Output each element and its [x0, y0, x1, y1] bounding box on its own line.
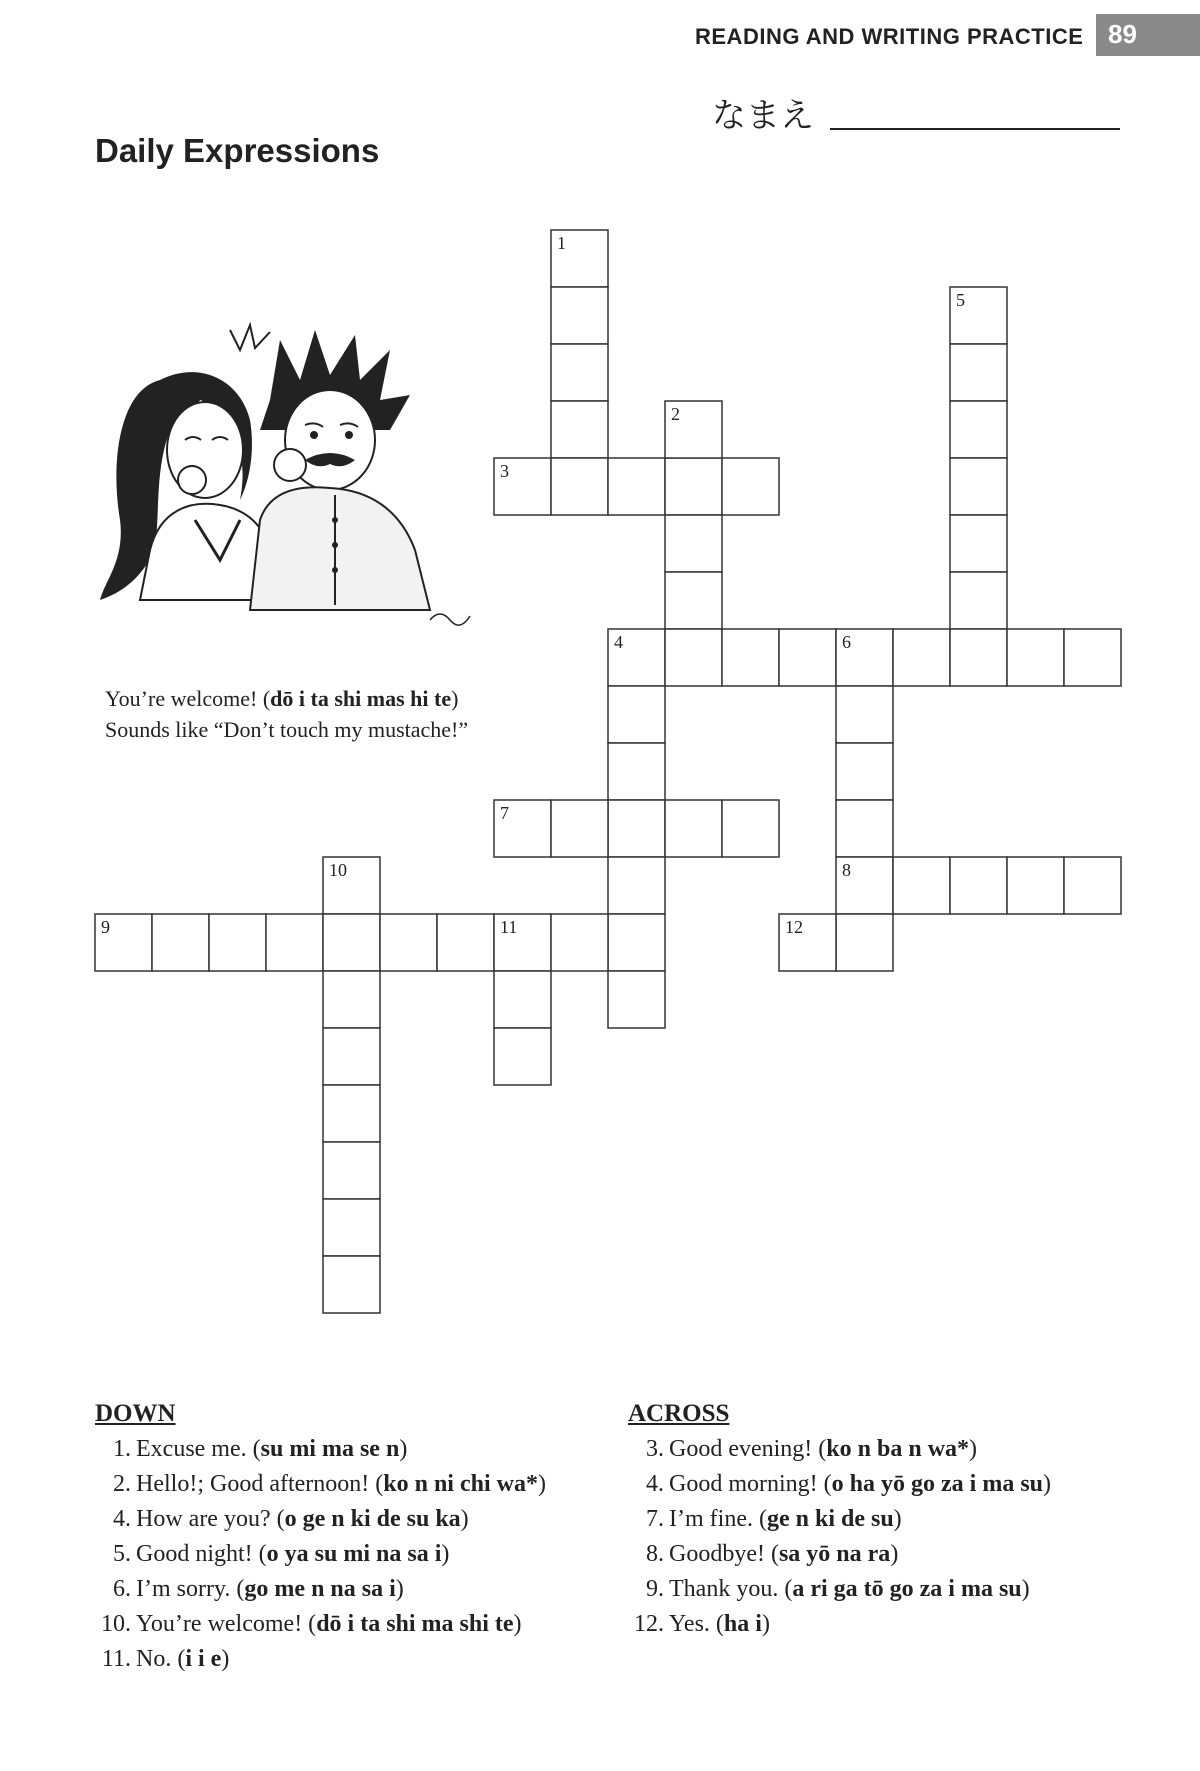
clue-romaji: o ge n ki de su ka	[284, 1506, 461, 1532]
across-clue: 3. Good evening! (ko n ba n wa*)	[628, 1432, 1051, 1467]
clue-number: 10.	[101, 1611, 131, 1637]
down-heading: DOWN	[95, 1400, 176, 1427]
crossword-cell[interactable]	[665, 515, 722, 572]
crossword-cell[interactable]	[551, 458, 608, 515]
crossword-cell[interactable]	[836, 857, 893, 914]
clue-number-label: 7	[500, 803, 509, 823]
crossword-cell[interactable]	[1064, 629, 1121, 686]
clue-number: 3.	[646, 1436, 664, 1462]
crossword-cell[interactable]	[1064, 857, 1121, 914]
clue-number-label: 2	[671, 404, 680, 424]
clue-romaji: ha i	[723, 1611, 762, 1637]
crossword-cell[interactable]	[494, 800, 551, 857]
crossword-cell[interactable]	[608, 743, 665, 800]
crossword-cell[interactable]	[323, 1256, 380, 1313]
down-clues	[95, 1400, 546, 1677]
caption-line-2: Sounds like “Don’t touch my mustache!”	[105, 717, 469, 742]
name-label: なまえ	[712, 96, 814, 136]
clue-romaji: i i e	[185, 1646, 222, 1672]
crossword-cell[interactable]	[494, 914, 551, 971]
crossword-cell[interactable]	[1007, 629, 1064, 686]
crossword-cell[interactable]	[323, 857, 380, 914]
clue-number: 2.	[113, 1471, 131, 1497]
crossword-cell[interactable]	[209, 914, 266, 971]
clue-text: How are you? (	[136, 1506, 285, 1532]
crossword-cell[interactable]	[608, 629, 665, 686]
clue-number: 1.	[113, 1436, 131, 1462]
across-clue: 9. Thank you. (a ri ga tō go za i ma su)	[628, 1572, 1051, 1607]
clue-text: Good morning! (	[669, 1471, 832, 1497]
down-clue: 2. Hello!; Good afternoon! (ko n ni chi wa*)	[95, 1467, 546, 1502]
across-clue: 8. Goodbye! (sa yō na ra)	[628, 1537, 1051, 1572]
caption-line-1: You’re welcome! (dō i ta shi mas hi te)	[105, 686, 459, 711]
clue-romaji: dō i ta shi ma shi te	[316, 1611, 514, 1637]
clue-romaji: sa yō na ra	[778, 1541, 891, 1567]
clue-number: 8.	[646, 1541, 664, 1567]
crossword-cell[interactable]	[665, 458, 722, 515]
crossword-cell[interactable]	[836, 914, 893, 971]
crossword-cell[interactable]	[722, 629, 779, 686]
across-heading: ACROSS	[628, 1400, 730, 1427]
crossword-cell[interactable]	[950, 857, 1007, 914]
clue-number: 5.	[113, 1541, 131, 1567]
crossword-cell[interactable]	[893, 629, 950, 686]
crossword-cell[interactable]	[779, 914, 836, 971]
clue-text: Hello!; Good afternoon! (	[136, 1471, 384, 1497]
clue-romaji: su mi ma se n	[260, 1436, 400, 1462]
crossword-cell[interactable]	[836, 629, 893, 686]
crossword-cell[interactable]	[836, 800, 893, 857]
section-title: READING AND WRITING PRACTICE	[695, 24, 1084, 49]
clue-number-label: 10	[329, 860, 347, 880]
crossword-cell[interactable]	[95, 914, 152, 971]
across-clue: 4. Good morning! (o ha yō go za i ma su)	[628, 1467, 1051, 1502]
clue-text: Excuse me. (	[136, 1436, 261, 1462]
crossword-cell[interactable]	[551, 344, 608, 401]
crossword-cell[interactable]	[893, 857, 950, 914]
crossword-cell[interactable]	[323, 1142, 380, 1199]
crossword-cell[interactable]	[323, 971, 380, 1028]
across-clue: 12. Yes. (ha i)	[628, 1607, 1051, 1642]
clue-number-label: 1	[557, 233, 566, 253]
clue-number-label: 9	[101, 917, 110, 937]
crossword-cell[interactable]	[551, 287, 608, 344]
crossword-cell[interactable]	[608, 800, 665, 857]
down-clue: 4. How are you? (o ge n ki de su ka)	[95, 1502, 546, 1537]
crossword-cell[interactable]	[551, 914, 608, 971]
clue-text: I’m sorry. (	[136, 1576, 245, 1602]
crossword-cell[interactable]	[323, 1085, 380, 1142]
illustration-caption	[105, 683, 468, 745]
crossword-cell[interactable]	[494, 1028, 551, 1085]
clue-romaji: go me n na sa i	[244, 1576, 396, 1602]
name-field-line[interactable]	[830, 128, 1120, 130]
clue-text: Good night! (	[136, 1541, 267, 1567]
page-title: Daily Expressions	[95, 132, 380, 169]
clue-romaji: o ya su mi na sa i	[266, 1541, 442, 1567]
crossword-cell[interactable]	[323, 914, 380, 971]
clue-text: Good evening! (	[669, 1436, 827, 1462]
clue-number-label: 11	[500, 917, 518, 937]
clue-number-label: 6	[842, 632, 851, 652]
down-clue: 1. Excuse me. (su mi ma se n)	[95, 1432, 546, 1467]
crossword-cell[interactable]	[950, 287, 1007, 344]
clue-number: 7.	[646, 1506, 664, 1532]
crossword-cell[interactable]	[665, 800, 722, 857]
clue-number: 4.	[646, 1471, 664, 1497]
clue-number-label: 12	[785, 917, 803, 937]
clue-romaji: a ri ga tō go za i ma su	[792, 1576, 1022, 1602]
crossword-cell[interactable]	[266, 914, 323, 971]
clue-number-label: 3	[500, 461, 509, 481]
clue-romaji: ge n ki de su	[766, 1506, 894, 1532]
clue-number: 6.	[113, 1576, 131, 1602]
clue-number: 4.	[113, 1506, 131, 1532]
crossword-cell[interactable]	[665, 401, 722, 458]
clue-number: 11.	[101, 1646, 131, 1672]
crossword-cell[interactable]	[608, 914, 665, 971]
down-clue: 6. I’m sorry. (go me n na sa i)	[95, 1572, 546, 1607]
down-clue: 10. You’re welcome! (dō i ta shi ma shi te)	[95, 1607, 546, 1642]
clue-romaji: ko n ba n wa*	[826, 1436, 970, 1462]
crossword-cell[interactable]	[950, 401, 1007, 458]
crossword-cell[interactable]	[950, 515, 1007, 572]
crossword-cell[interactable]	[494, 971, 551, 1028]
clue-number: 9.	[646, 1576, 664, 1602]
crossword-cell[interactable]	[494, 458, 551, 515]
caption-romaji: dō i ta shi mas hi te	[270, 686, 452, 711]
clue-number-label: 4	[614, 632, 623, 652]
crossword-cell[interactable]	[722, 800, 779, 857]
crossword-cell[interactable]	[779, 629, 836, 686]
page-number-badge: 89	[1096, 14, 1200, 56]
clue-romaji: ko n ni chi wa*	[383, 1471, 538, 1497]
crossword-cell[interactable]	[380, 914, 437, 971]
crossword-cell[interactable]	[608, 971, 665, 1028]
crossword-cell[interactable]	[608, 686, 665, 743]
crossword-cell[interactable]	[836, 743, 893, 800]
clue-romaji: o ha yō go za i ma su	[831, 1471, 1044, 1497]
clue-text: You’re welcome! (	[136, 1611, 317, 1637]
across-clues	[628, 1400, 1051, 1642]
crossword-cell[interactable]	[665, 572, 722, 629]
clue-text: Thank you. (	[669, 1576, 793, 1602]
clue-number: 12.	[634, 1611, 664, 1637]
down-clue: 5. Good night! (o ya su mi na sa i)	[95, 1537, 546, 1572]
clue-number-label: 5	[956, 290, 965, 310]
crossword-cell[interactable]	[1007, 857, 1064, 914]
crossword-cell[interactable]	[722, 458, 779, 515]
crossword-cell[interactable]	[608, 857, 665, 914]
clue-text: Goodbye! (	[669, 1541, 779, 1567]
clue-text: No. (	[136, 1646, 186, 1672]
crossword-cell[interactable]	[551, 230, 608, 287]
crossword-cell[interactable]	[323, 1199, 380, 1256]
crossword-cell[interactable]	[836, 686, 893, 743]
crossword-cell[interactable]	[950, 629, 1007, 686]
clue-text: I’m fine. (	[669, 1506, 767, 1532]
across-clue: 7. I’m fine. (ge n ki de su)	[628, 1502, 1051, 1537]
crossword-cell[interactable]	[665, 629, 722, 686]
crossword-cell[interactable]	[950, 344, 1007, 401]
clue-text: Yes. (	[669, 1611, 724, 1637]
clue-number-label: 8	[842, 860, 851, 880]
crossword-cell[interactable]	[950, 458, 1007, 515]
cartoon-couple-mustache-icon	[100, 320, 490, 640]
down-clue: 11. No. (i i e)	[95, 1642, 546, 1677]
crossword-cell[interactable]	[551, 800, 608, 857]
crossword-cell[interactable]	[551, 401, 608, 458]
crossword-cell[interactable]	[950, 572, 1007, 629]
crossword-cell[interactable]	[437, 914, 494, 971]
crossword-cell[interactable]	[608, 458, 665, 515]
crossword-cell[interactable]	[152, 914, 209, 971]
crossword-cell[interactable]	[323, 1028, 380, 1085]
